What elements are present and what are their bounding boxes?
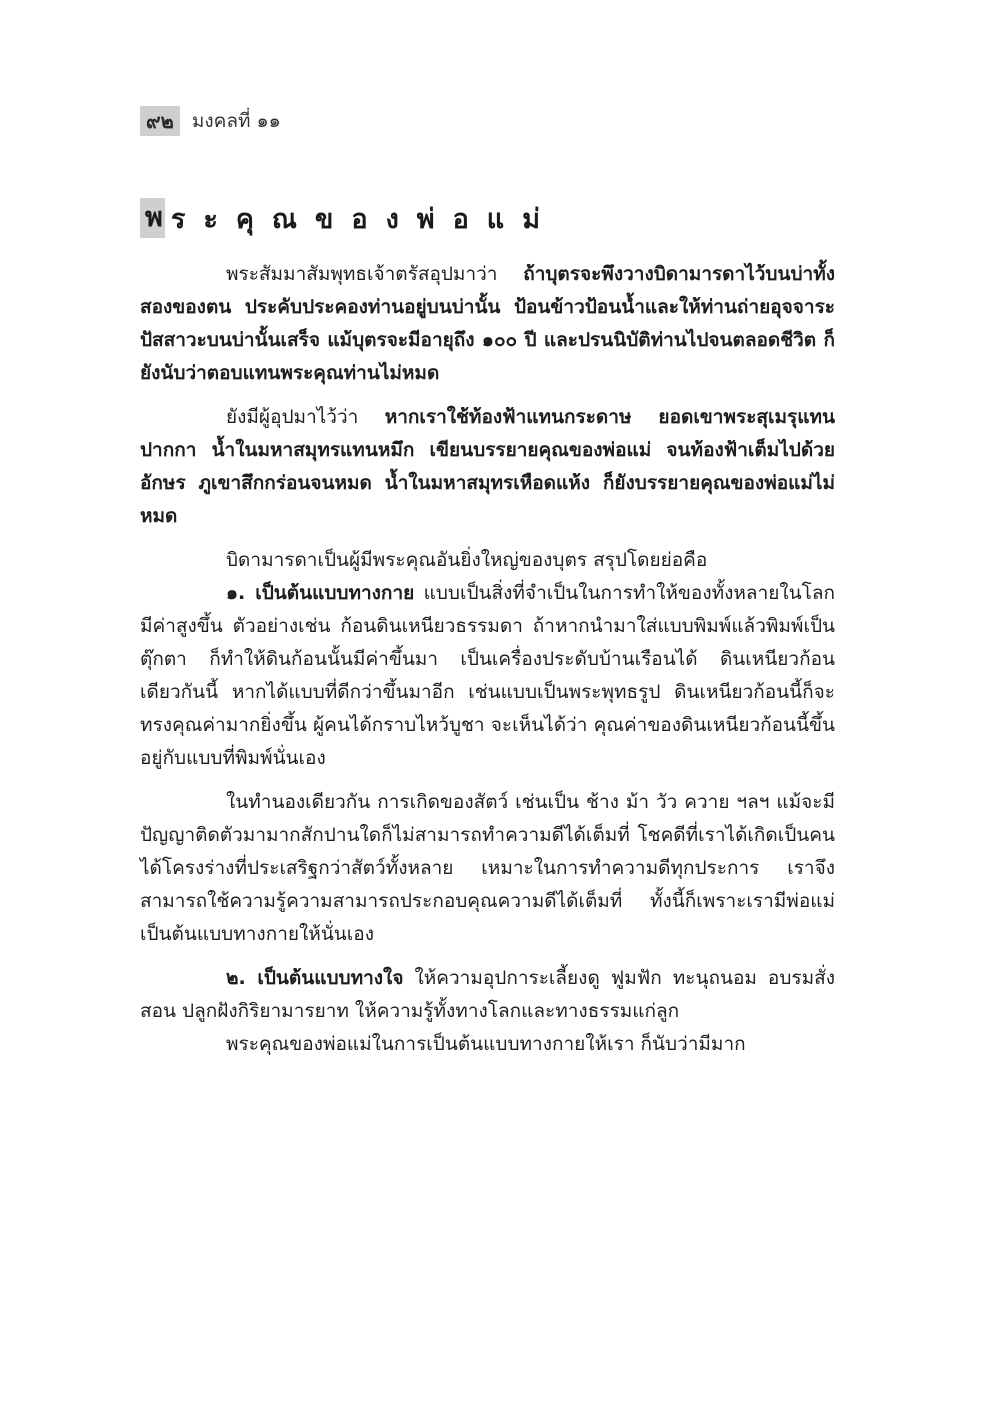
page-number: ๙๒: [140, 106, 180, 136]
paragraph-3: [140, 544, 835, 577]
body-text: [140, 258, 835, 1061]
paragraph-4: [140, 577, 835, 775]
paragraph-5: [140, 786, 835, 951]
paragraph-2-plain: ยังมีผู้อุปมาไว้ว่า: [226, 406, 385, 428]
paragraph-1-bold: ถ้าบุตรจะพึงวางบิดามารดาไว้บนบ่าทั้งสองของตน ประคับประคองท่านอยู่บนบ่านั้น ป้อนข้าวป้อนน้ำและให้ท่านถ่ายอุจจาระปัสสาวะบนบ่านั้นเสร็จ แม้บุตรจะมีอายุถึง ๑๐๐ ปี และปรนนิบัติท่านไปจนตลอดชีวิต ก็ยังนับว่าตอบแทนพระคุณท่านไม่หมด: [140, 263, 835, 384]
paragraph-7: [140, 1028, 835, 1061]
paragraph-7-plain: พระคุณของพ่อแม่ในการเป็นต้นแบบทางกายให้เรา ก็นับว่ามีมาก: [226, 1033, 746, 1055]
section-title-first-letter: พ: [140, 198, 165, 238]
running-header: [140, 106, 281, 136]
paragraph-6-heading: ๒. เป็นต้นแบบทางใจ: [226, 967, 404, 989]
paragraph-1: [140, 258, 835, 390]
paragraph-5-plain: ในทำนองเดียวกัน การเกิดของสัตว์ เช่นเป็น ช้าง ม้า วัว ควาย ฯลฯ แม้จะมีปัญญาติดตัวมามากสักปานใดก็ไม่สามารถทำความดีได้เต็มที่ โชคดีที่เราได้เกิดเป็นคน ได้โครงร่างที่ประเสริฐกว่าสัตว์ทั้งหลาย เหมาะในการทำความดีทุกประการ เราจึงสามารถใช้ความรู้ความสามารถประกอบคุณความดีได้เต็มที่ ทั้งนี้ก็เพราะเรามีพ่อแม่เป็นต้นแบบทางกายให้นั่นเอง: [140, 791, 835, 945]
paragraph-6: [140, 962, 835, 1028]
paragraph-4-heading: ๑. เป็นต้นแบบทางกาย: [226, 582, 415, 604]
running-title: มงคลที่ ๑๑: [191, 110, 281, 132]
paragraph-3-plain: บิดามารดาเป็นผู้มีพระคุณอันยิ่งใหญ่ของบุตร สรุปโดยย่อคือ: [226, 549, 708, 571]
section-title-rest: ระคุณของพ่อแม่: [170, 203, 558, 235]
section-title: [140, 198, 558, 238]
paragraph-4-text: แบบเป็นสิ่งที่จำเป็นในการทำให้ของทั้งหลายในโลกมีค่าสูงขึ้น ตัวอย่างเช่น ก้อนดินเหนียวธรรมดา ถ้าหากนำมาใส่แบบพิมพ์แล้วพิมพ์เป็นตุ๊กตา ก็ทำให้ดินก้อนนั้นมีค่าขึ้นมา เป็นเครื่องประดับบ้านเรือนได้ ดินเหนียวก้อนเดียวกันนี้ หากได้แบบที่ดีกว่าขึ้นมาอีก เช่นแบบเป็นพระพุทธรูป ดินเหนียวก้อนนี้ก็จะทรงคุณค่ามากยิ่งขึ้น ผู้คนได้กราบไหว้บูชา จะเห็นได้ว่า คุณค่าของดินเหนียวก้อนนี้ขึ้นอยู่กับแบบที่พิมพ์นั่นเอง: [140, 582, 835, 769]
paragraph-2-bold: หากเราใช้ท้องฟ้าแทนกระดาษ ยอดเขาพระสุเมรุแทนปากกา น้ำในมหาสมุทรแทนหมึก เขียนบรรยายคุณของพ่อแม่ จนท้องฟ้าเต็มไปด้วยอักษร ภูเขาสึกกร่อนจนหมด น้ำในมหาสมุทรเหือดแห้ง ก็ยังบรรยายคุณของพ่อแม่ไม่หมด: [140, 406, 835, 527]
paragraph-6-text: ให้ความอุปการะเลี้ยงดู ฟูมฟัก ทะนุถนอม อบรมสั่งสอน ปลูกฝังกิริยามารยาท ให้ความรู้ทั้งทางโลกและทางธรรมแก่ลูก: [140, 967, 835, 1022]
paragraph-1-plain: พระสัมมาสัมพุทธเจ้าตรัสอุปมาว่า: [226, 263, 524, 285]
paragraph-2: [140, 401, 835, 533]
